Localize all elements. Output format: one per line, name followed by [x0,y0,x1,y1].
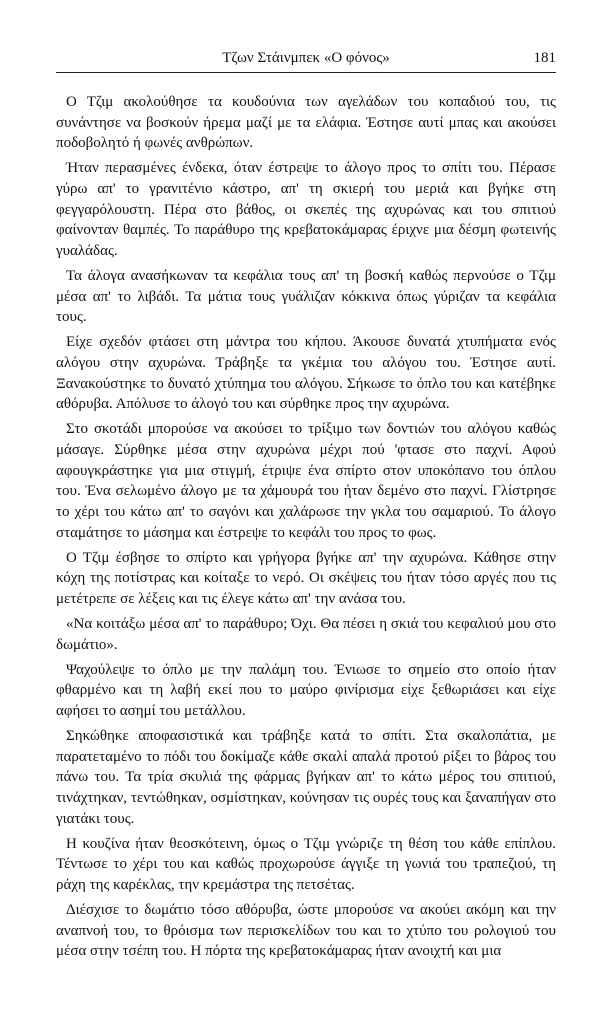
body-text [56,92,556,966]
paragraph: «Να κοιτάξω μέσα απ' το παράθυρο; Όχι. Θα πέσει η σκιά του κεφαλιού μου στο δωμάτιο». [56,616,556,653]
paragraph: Στο σκοτάδι μπορούσε να ακούσει το τρίξιμο των δοντιών του αλόγου καθώς μάσαγε. Σύρθηκε μέσα στην αχυρώνα μέχρι πού 'φτασε στο παχνί. Αφού αφουγκράστηκε για μια στιγμή, έτριψε ένα σπίρτο στον υποκόπανο του όπλου του. Ένα σελωμένο άλογο με τα χάμουρά του ήταν δεμένο στο παχνί. Γλίστρησε το χέρι του κάτω απ' το σαγόνι και χαλάρωσε την γκλα του σαμαριού. Το άλογο σταμάτησε το μάσημα και έστρεψε το κεφάλι του προς το φως. [56,421,556,541]
paragraph: Η κουζίνα ήταν θεοσκότεινη, όμως ο Τζιμ γνώριζε τη θέση του κάθε επίπλου. Τέντωσε το χέρι του και καθώς προχωρούσε άγγιξε τη γωνιά του τραπεζιού, τη ράχη της καρέκλας, την κρεμάστρα της πετσέτας. [56,835,556,893]
paragraph: Είχε σχεδόν φτάσει στη μάντρα του κήπου. Άκουσε δυνατά χτυπήματα ενός αλόγου στην αχυρώνα. Τράβηξε τα γκέμια του αλόγου του. Έστησε αυτί. Ξανακούστηκε το δυνατό χτύπημα του αλόγου. Σήκωσε το όπλο του και κατέβηκε αθόρυβα. Απόλυσε το άλογό του και σύρθηκε προς την αχυρώνα. [56,334,556,413]
header-rule [56,72,556,73]
paragraph: Ψαχούλεψε το όπλο με την παλάμη του. Ένιωσε το σημείο στο οποίο ήταν φθαρμένο και τη λαβή εκεί που το μαύρο φινίρισμα είχε ξεθωριάσει και είχε αφήσει το ασημί του μετάλλου. [56,661,556,719]
paragraph: Σηκώθηκε αποφασιστικά και τράβηξε κατά το σπίτι. Στα σκαλοπάτια, με παρατεταμένο το πόδι του δοκίμαζε κάθε σκαλί απαλά προτού ρίξει το βάρος του πάνω του. Τα τρία σκυλιά της φάρμας βγήκαν απ' το κάτω μέρος του σπιτιού, τινάχτηκαν, τεντώθηκαν, οσμίστηκαν, κούνησαν τις ουρές τους και ξαναπήγαν στο γιατάκι τους. [56,727,556,827]
page-number: 181 [533,50,556,66]
paragraph: Τα άλογα ανασήκωναν τα κεφάλια τους απ' τη βοσκή καθώς περνούσε ο Τζιμ μέσα απ' το λιβάδι. Τα μάτια τους γυάλιζαν κόκκινα όπως γύριζαν τα κεφάλια τους. [56,268,556,326]
running-title: Τζων Στάινμπεκ «Ο φόνος» [222,50,390,66]
paragraph: Ήταν περασμένες ένδεκα, όταν έστρεψε το άλογο προς το σπίτι του. Πέρασε γύρω απ' το γρανιτένιο κάστρο, απ' τη σκιερή του μεριά και βγήκε στη φεγγαρόλουστη. Πέρα στο βάθος, οι σκεπές της αχυρώνας και του σπιτιού φαίνονταν θαμπές. Το παράθυρο της κρεβατοκάμαρας έριχνε μια δέσμη φωτεινής γυαλάδας. [56,160,556,260]
paragraph: Ο Τζιμ έσβησε το σπίρτο και γρήγορα βγήκε απ' την αχυρώνα. Κάθησε στην κόχη της ποτίστρας και κοίταξε το νερό. Οι σκέψεις του ήταν τόσο αργές που τις μετέτρεπε σε λέξεις και τις έλεγε κάτω απ' την ανάσα του. [56,549,556,608]
paragraph: Ο Τζιμ ακολούθησε τα κουδούνια των αγελάδων του κοπαδιού του, τις συνάντησε να βοσκούν ήρεμα μαζί με τα ελάφια. Έστησε αυτί μπας και ακούσει ποδοβολητό ή φωνές ανθρώπων. [56,94,556,152]
running-header [56,44,556,68]
paragraph: Διέσχισε το δωμάτιο τόσο αθόρυβα, ώστε μπορούσε να ακούει ακόμη και την αναπνοή του, το θρόισμα των περισκελίδων του και το χτύπο του ρολογιού του μέσα στην τσέπη του. Η πόρτα της κρεβατοκάμαρας ήταν ανοιχτή και μια [56,901,556,960]
